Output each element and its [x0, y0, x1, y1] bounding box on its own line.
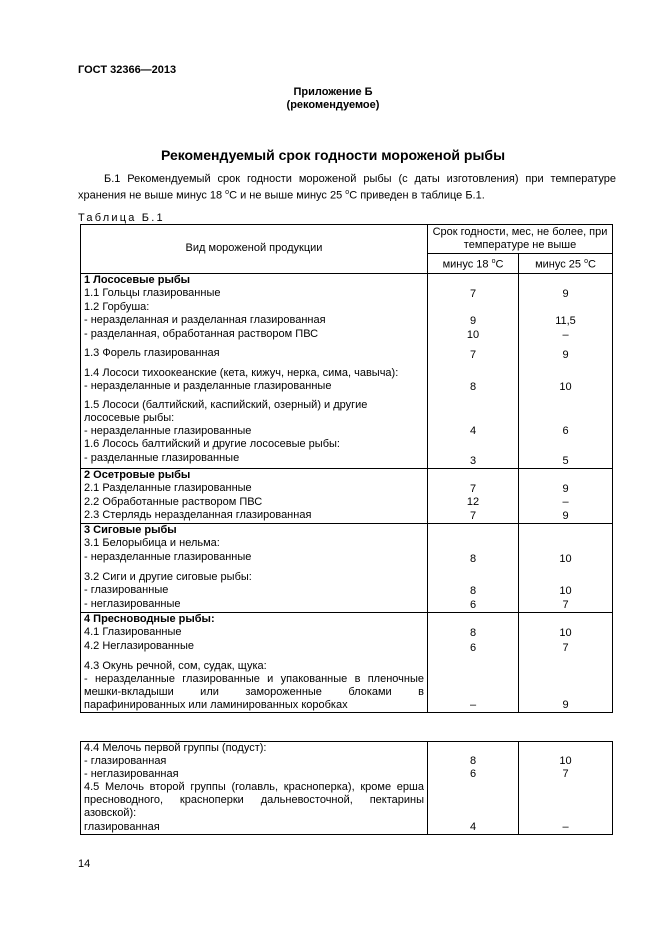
intro-text-2: С и не выше минус 25 [229, 189, 346, 202]
table-row [81, 380, 613, 394]
table-row [81, 566, 613, 584]
cell-product: 1.4 Лососи тихоокеанские (кета, кижуч, нерка, сима, чавыча): [81, 362, 428, 380]
cell-minus-25: 10 [519, 755, 613, 768]
cell-product: 1 Лососевые рыбы [81, 273, 428, 287]
cell-minus-18 [428, 613, 519, 627]
cell-product: - неразделанные и разделанные глазированные [81, 380, 428, 394]
cell-minus-18: 8 [428, 626, 519, 640]
cell-product: 4.3 Окунь речной, сом, судак, щука: [81, 655, 428, 673]
cell-minus-25 [519, 613, 613, 627]
intro-text-1: Б.1 Рекомендуемый срок годности мороженой рыбы (с даты изготовления) при температуре хранения не выше минус 18 [78, 173, 616, 202]
cell-product: 1.5 Лососи (балтийский, каспийский, озерный) и другие лососевые рыбы: [81, 394, 428, 425]
page-number: 14 [78, 858, 91, 870]
cell-product: - неразделанная и разделанная глазированная [81, 314, 428, 328]
table-row [81, 509, 613, 523]
cell-minus-18 [428, 469, 519, 483]
degree-sign: о [345, 189, 350, 196]
cell-product: 4.5 Мелочь второй группы (голавль, красноперка), кроме ерша пресноводного, красноперки дальневосточной, пектарины азовской): [81, 781, 428, 821]
cell-minus-25 [519, 362, 613, 380]
table-row [81, 362, 613, 380]
cell-minus-25 [519, 469, 613, 483]
table-row [81, 551, 613, 566]
cell-minus-25 [519, 537, 613, 551]
table-row [81, 482, 613, 496]
cell-minus-18: 12 [428, 496, 519, 509]
cell-minus-18 [428, 438, 519, 452]
cell-minus-18 [428, 394, 519, 425]
cell-minus-18 [428, 362, 519, 380]
cell-minus-18 [428, 742, 519, 756]
cell-product: 2.1 Разделанные глазированные [81, 482, 428, 496]
cell-minus-18 [428, 301, 519, 314]
cell-product: 4 Пресноводные рыбы: [81, 613, 428, 627]
header-minus-25: минус 25 $^о$С [519, 254, 613, 274]
cell-product: 2 Осетровые рыбы [81, 469, 428, 483]
header-product-type: Вид мороженой продукции [81, 225, 428, 274]
cell-minus-18: 8 [428, 551, 519, 566]
cell-minus-25: 6 [519, 425, 613, 438]
cell-product: 3.2 Сиги и другие сиговые рыбы: [81, 566, 428, 584]
cell-minus-18 [428, 781, 519, 821]
cell-minus-25: 10 [519, 584, 613, 598]
table-row [81, 452, 613, 469]
cell-minus-25: 9 [519, 287, 613, 301]
cell-minus-18 [428, 273, 519, 287]
cell-product: - неглазированная [81, 768, 428, 781]
cell-minus-18: 4 [428, 425, 519, 438]
intro-text-3: С приведен в таблице Б.1. [349, 189, 485, 202]
cell-minus-18: 6 [428, 768, 519, 781]
cell-minus-25: 9 [519, 673, 613, 713]
table-row [81, 640, 613, 655]
cell-product: - неразделанные глазированные [81, 551, 428, 566]
cell-minus-25 [519, 781, 613, 821]
cell-minus-25: 9 [519, 509, 613, 523]
cell-minus-18: 9 [428, 314, 519, 328]
cell-minus-25: 10 [519, 380, 613, 394]
cell-product: - неразделанные глазированные и упакованные в пленочные мешки-вкладыши или замороженные блоками в парафинированных или ламинированных коробках [81, 673, 428, 713]
cell-minus-25: 10 [519, 551, 613, 566]
cell-minus-25 [519, 523, 613, 537]
cell-product: 1.1 Гольцы глазированные [81, 287, 428, 301]
table-row [81, 781, 613, 821]
cell-minus-18: 4 [428, 821, 519, 835]
cell-minus-25 [519, 438, 613, 452]
cell-minus-25 [519, 394, 613, 425]
appendix-title: Приложение Б [293, 86, 373, 98]
cell-minus-18: 7 [428, 482, 519, 496]
cell-minus-25: 7 [519, 598, 613, 613]
cell-minus-18: 8 [428, 584, 519, 598]
table-row [81, 821, 613, 835]
cell-minus-18 [428, 655, 519, 673]
page-title: Рекомендуемый срок годности мороженой рыбы [160, 147, 506, 163]
shelf-life-table-continued [80, 741, 613, 835]
cell-minus-25: – [519, 821, 613, 835]
table-label: Таблица Б.1 [78, 212, 165, 224]
cell-minus-18 [428, 537, 519, 551]
intro-paragraph [78, 172, 616, 203]
cell-product: 3.1 Белорыбица и нельма: [81, 537, 428, 551]
cell-product: - разделанная, обработанная раствором ПВС [81, 328, 428, 342]
cell-minus-25 [519, 742, 613, 756]
table-row [81, 584, 613, 598]
table-row [81, 328, 613, 342]
cell-minus-25: – [519, 496, 613, 509]
cell-minus-18: 6 [428, 640, 519, 655]
cell-product: 1.6 Лосось балтийский и другие лососевые рыбы: [81, 438, 428, 452]
cell-minus-25: 11,5 [519, 314, 613, 328]
cell-product: 2.2 Обработанные раствором ПВС [81, 496, 428, 509]
cell-product: 3 Сиговые рыбы [81, 523, 428, 537]
cell-product: - глазированные [81, 584, 428, 598]
header-shelf-life: Срок годности, мес, не более, при температуре не выше [428, 225, 613, 254]
table-row [81, 425, 613, 438]
table-row [81, 742, 613, 756]
table-row [81, 438, 613, 452]
cell-minus-18: 7 [428, 287, 519, 301]
table-row [81, 273, 613, 287]
table-row [81, 755, 613, 768]
cell-product: 4.4 Мелочь первой группы (подуст): [81, 742, 428, 756]
cell-product: - неразделанные глазированные [81, 425, 428, 438]
cell-minus-25 [519, 566, 613, 584]
table-row [81, 598, 613, 613]
table-row [81, 301, 613, 314]
table-row [81, 655, 613, 673]
cell-minus-18: 7 [428, 342, 519, 362]
cell-product: 1.2 Горбуша: [81, 301, 428, 314]
table-row [81, 626, 613, 640]
cell-minus-25: 10 [519, 626, 613, 640]
cell-product: - глазированная [81, 755, 428, 768]
cell-minus-18: 10 [428, 328, 519, 342]
table-row [81, 496, 613, 509]
table-row [81, 314, 613, 328]
cell-minus-25: – [519, 328, 613, 342]
cell-product: - неглазированные [81, 598, 428, 613]
table-row [81, 523, 613, 537]
cell-minus-18: 8 [428, 755, 519, 768]
cell-minus-18: 7 [428, 509, 519, 523]
cell-minus-25: 9 [519, 342, 613, 362]
cell-product: 2.3 Стерлядь неразделанная глазированная [81, 509, 428, 523]
cell-minus-25 [519, 655, 613, 673]
cell-product: глазированная [81, 821, 428, 835]
table-row [81, 342, 613, 362]
cell-product: - разделанные глазированные [81, 452, 428, 469]
table-row [81, 613, 613, 627]
cell-minus-18 [428, 523, 519, 537]
table-row [81, 537, 613, 551]
cell-minus-25: 7 [519, 768, 613, 781]
appendix-subtitle: (рекомендуемое) [286, 99, 380, 111]
table-row [81, 469, 613, 483]
shelf-life-table [80, 224, 613, 713]
cell-minus-18: 3 [428, 452, 519, 469]
cell-product: 4.1 Глазированные [81, 626, 428, 640]
document-header: ГОСТ 32366—2013 [78, 64, 177, 76]
cell-minus-25: 7 [519, 640, 613, 655]
table-row [81, 394, 613, 425]
table-row [81, 287, 613, 301]
cell-minus-18 [428, 566, 519, 584]
cell-product: 1.3 Форель глазированная [81, 342, 428, 362]
table-row [81, 673, 613, 713]
header-minus-18: минус 18 $^о$С [428, 254, 519, 274]
table-row [81, 768, 613, 781]
cell-minus-18: 8 [428, 380, 519, 394]
cell-minus-25 [519, 301, 613, 314]
cell-product: 4.2 Неглазированные [81, 640, 428, 655]
cell-minus-25: 9 [519, 482, 613, 496]
cell-minus-25: 5 [519, 452, 613, 469]
degree-sign: о [225, 189, 230, 196]
cell-minus-25 [519, 273, 613, 287]
cell-minus-18: 6 [428, 598, 519, 613]
cell-minus-18: – [428, 673, 519, 713]
